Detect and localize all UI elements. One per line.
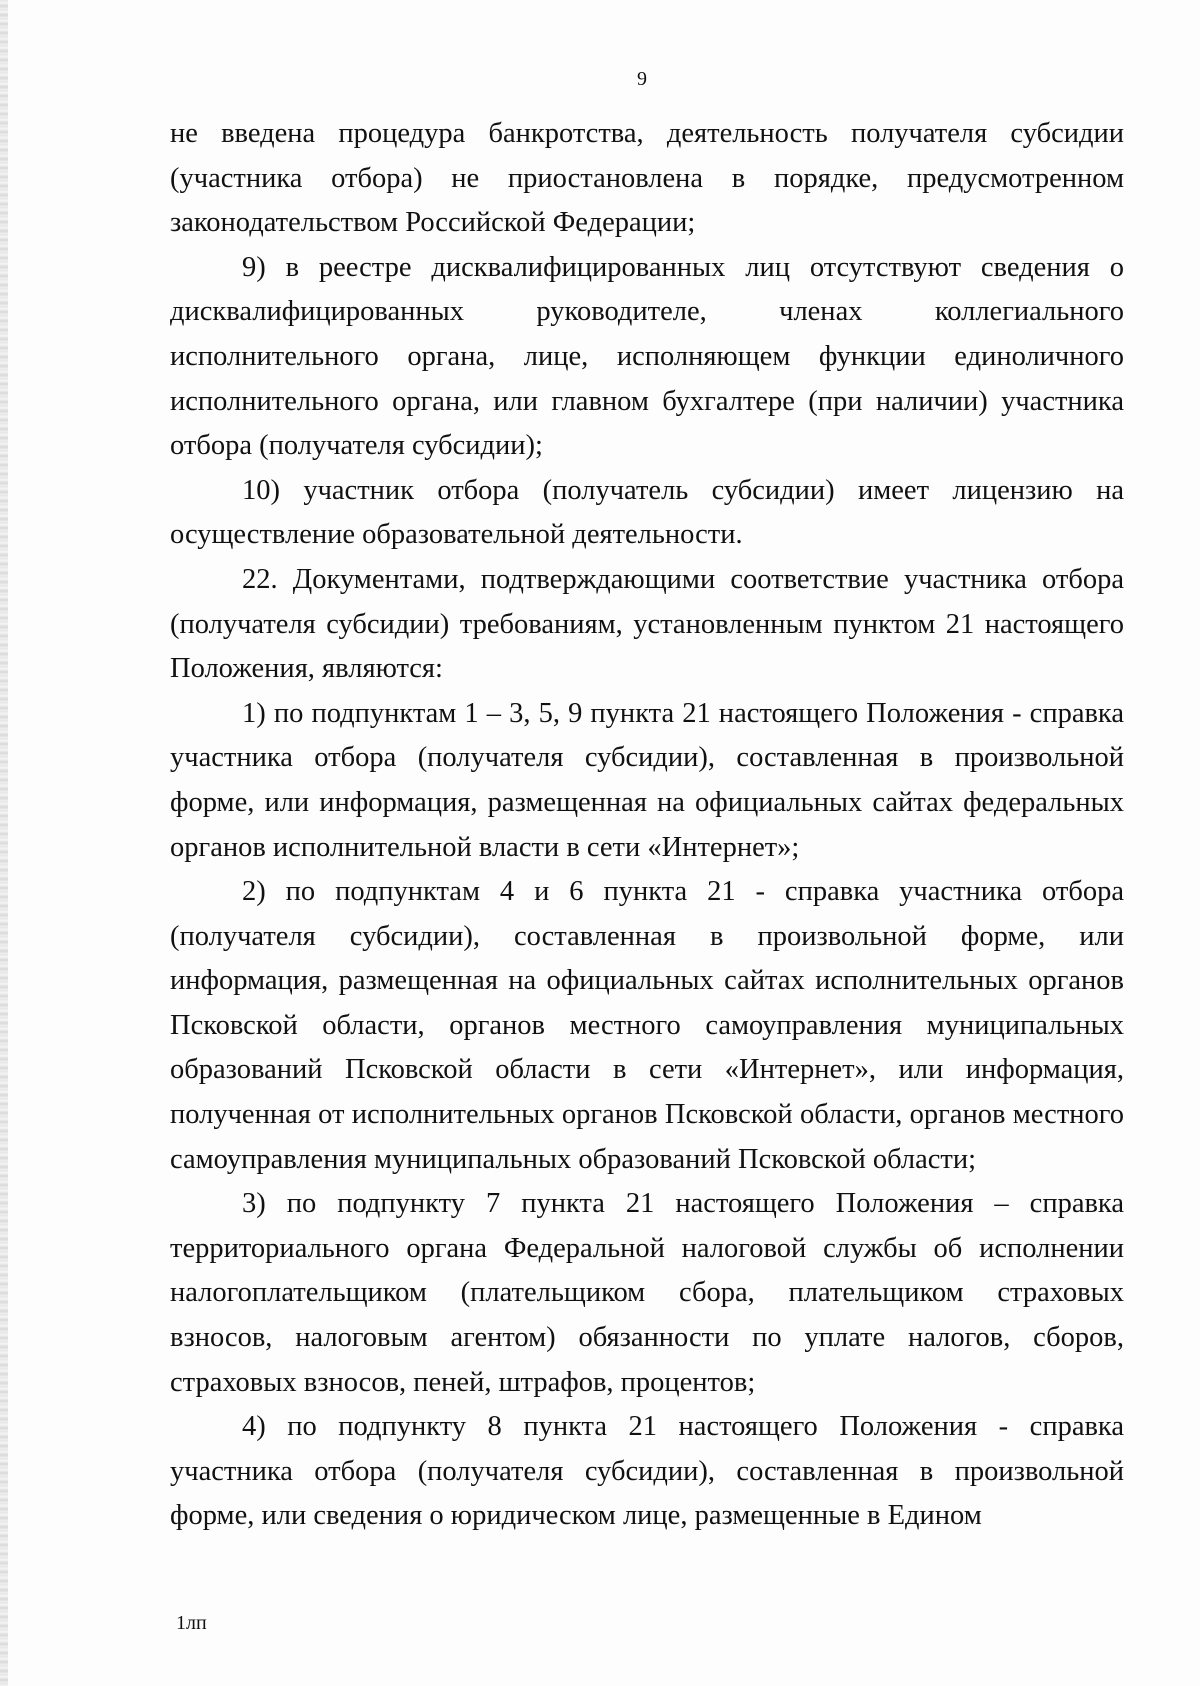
document-body [170,112,1124,1539]
paragraph-subitem-4: 4) по подпункту 8 пункта 21 настоящего Положения - справка участника отбора (получателя субсидии), составленная в произвольной форме, или сведения о юридическом лице, размещенные в Едином [170,1411,1124,1532]
paragraph-subitem-2: 2) по подпунктам 4 и 6 пункта 21 - справка участника отбора (получателя субсидии), составленная в произвольной форме, или информация, размещенная на официальных сайтах исполнительных органов Псковской области, органов местного самоуправления муниципальных образований Псковской области в сети «Интернет», или информация, полученная от исполнительных органов Псковской области, органов местного самоуправления муниципальных образований Псковской области; [170,876,1124,1175]
page-number: 9 [637,68,647,90]
paragraph-subitem-3: 3) по подпункту 7 пункта 21 настоящего Положения – справка территориального органа Федеральной налоговой службы об исполнении налогоплательщиком (плательщиком сбора, плательщиком страховых взносов, налоговым агентом) обязанности по уплате налогов, сборов, страховых взносов, пеней, штрафов, процентов; [170,1188,1124,1398]
paragraph-continuation: не введена процедура банкротства, деятельность получателя субсидии (участника отбора) не приостановлена в порядке, предусмотренном законодательством Российской Федерации; [170,118,1124,239]
scan-edge [0,0,8,1686]
paragraph-section-22: 22. Документами, подтверждающими соответствие участника отбора (получателя субсидии) требованиям, установленным пунктом 21 настоящего Положения, являются: [170,563,1124,685]
footer-code: 1лп [176,1612,207,1634]
paragraph-subitem-1: 1) по подпунктам 1 – 3, 5, 9 пункта 21 настоящего Положения - справка участника отбора (получателя субсидии), составленная в произвольной форме, или информация, размещенная на официальных сайтах федеральных органов исполнительной власти в сети «Интернет»; [170,697,1124,863]
paragraph-item-10: 10) участник отбора (получатель субсидии) имеет лицензию на осуществление образовательной деятельности. [170,474,1124,551]
paragraph-item-9: 9) в реестре дисквалифицированных лиц отсутствуют сведения о дисквалифицированных руководителе, членах коллегиального исполнительного органа, лице, исполняющем функции единоличного исполнительного органа, или главном бухгалтере (при наличии) участника отбора (получателя субсидии); [170,251,1124,462]
